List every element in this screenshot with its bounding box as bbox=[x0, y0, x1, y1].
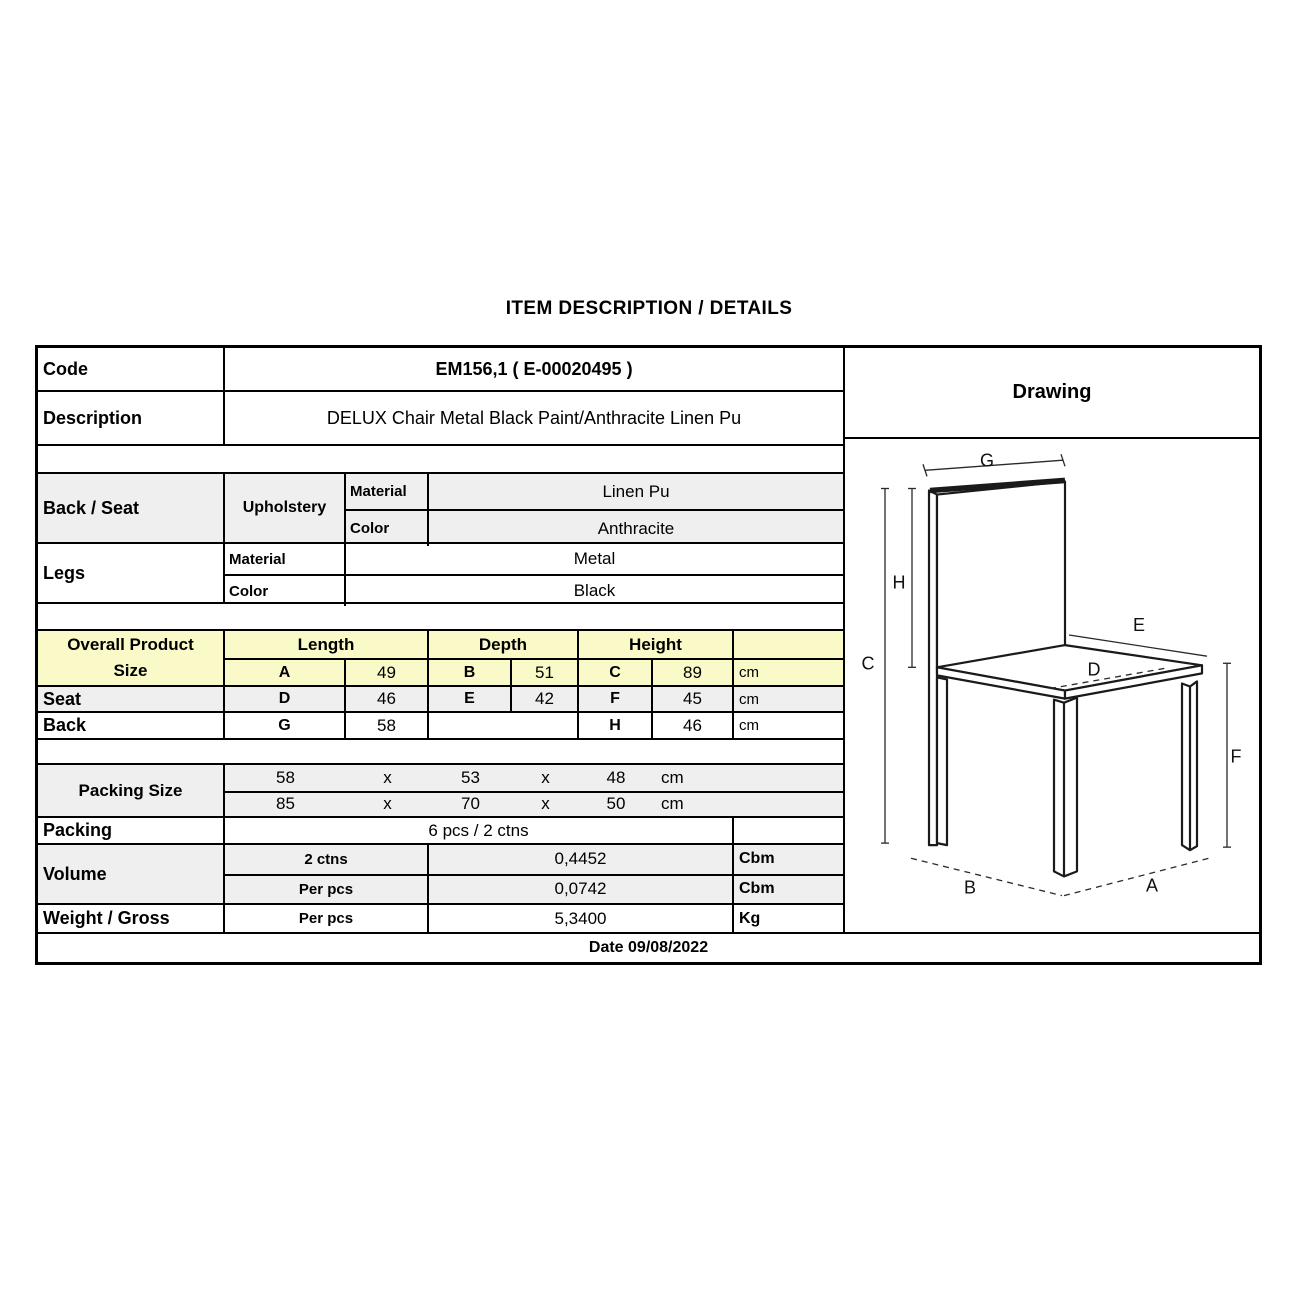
dim-value: 46 bbox=[653, 713, 734, 738]
upholstery-color-label: Color bbox=[346, 511, 429, 546]
spacer-row bbox=[38, 738, 843, 763]
dim-label-G: G bbox=[980, 450, 994, 471]
legs-block bbox=[38, 542, 843, 602]
pack-dim: 85 bbox=[276, 794, 295, 814]
date-row bbox=[38, 932, 1259, 962]
pack-unit: cm bbox=[661, 794, 684, 814]
dim-value: 51 bbox=[512, 660, 579, 685]
description-row bbox=[38, 390, 843, 444]
legs-label: Legs bbox=[38, 544, 225, 602]
pack-unit: cm bbox=[661, 767, 684, 787]
weight-value: 5,3400 bbox=[429, 905, 734, 932]
code-label: Code bbox=[38, 348, 225, 390]
dim-letter: A bbox=[225, 660, 346, 685]
packing-empty-cell bbox=[734, 818, 843, 843]
overall-size-label: Overall Product Size bbox=[38, 631, 223, 685]
volume-sub-label: 2 ctns bbox=[225, 845, 429, 874]
pack-x: x bbox=[541, 794, 550, 814]
dim-value: 42 bbox=[512, 687, 579, 712]
drawing-header: Drawing bbox=[845, 348, 1259, 439]
volume-block bbox=[38, 843, 843, 903]
dim-label-H: H bbox=[892, 572, 906, 593]
depth-header: Depth bbox=[429, 631, 579, 658]
volume-sub-label: Per pcs bbox=[225, 876, 429, 903]
overall-size-table bbox=[38, 629, 843, 738]
description-value: DELUX Chair Metal Black Paint/Anthracite Linen Pu bbox=[326, 407, 742, 428]
legs-color-value: Black bbox=[573, 581, 616, 600]
size-header-row bbox=[225, 631, 843, 658]
dim-label-B: B bbox=[963, 877, 977, 898]
dim-value: 46 bbox=[346, 687, 429, 712]
dim-label-A: A bbox=[1145, 875, 1159, 896]
back-size-row bbox=[225, 711, 843, 738]
code-value: EM156,1 ( E-00020495 ) bbox=[435, 358, 633, 379]
dim-letter: C bbox=[579, 660, 653, 685]
pack-x: x bbox=[541, 767, 550, 787]
volume-unit: Cbm bbox=[739, 850, 775, 868]
spec-table-main bbox=[38, 348, 1259, 932]
page-title: ITEM DESCRIPTION / DETAILS bbox=[505, 298, 793, 319]
dim-line-G bbox=[925, 460, 1063, 470]
packing-size-row bbox=[225, 765, 843, 791]
pack-dim: 53 bbox=[461, 767, 480, 787]
dim-label-D: D bbox=[1087, 659, 1101, 680]
pack-empty bbox=[734, 765, 843, 791]
volume-value: 0,0742 bbox=[429, 876, 734, 903]
legs-material-value: Metal bbox=[573, 549, 616, 568]
dim-label-C: C bbox=[861, 653, 875, 674]
packing-row bbox=[38, 816, 843, 843]
description-label: Description bbox=[38, 392, 225, 444]
upholstery-label: Upholstery bbox=[225, 474, 346, 542]
chair-drawing bbox=[845, 439, 1259, 932]
legs-material-label: Material bbox=[225, 544, 346, 574]
pack-dim: 48 bbox=[606, 767, 626, 787]
weight-sub-label: Per pcs bbox=[225, 905, 429, 932]
weight-unit: Kg bbox=[739, 909, 761, 927]
packing-label: Packing bbox=[38, 818, 225, 843]
volume-value: 0,4452 bbox=[429, 845, 734, 874]
overall-size-row bbox=[225, 658, 843, 685]
empty-depth-cell bbox=[429, 713, 579, 738]
chair-front-leg bbox=[1054, 698, 1077, 877]
pack-x: x bbox=[383, 794, 392, 814]
dim-letter: B bbox=[429, 660, 512, 685]
packing-size-row bbox=[225, 791, 843, 816]
dim-line-A bbox=[1064, 858, 1209, 895]
weight-label: Weight / Gross bbox=[38, 905, 225, 932]
dim-letter: F bbox=[579, 687, 653, 712]
weight-row bbox=[38, 903, 843, 932]
seat-row-label: Seat bbox=[38, 685, 223, 712]
volume-unit: Cbm bbox=[739, 880, 775, 898]
pack-x: x bbox=[383, 767, 392, 787]
volume-row bbox=[225, 874, 843, 903]
dim-value: 89 bbox=[653, 660, 734, 685]
drawing-section bbox=[843, 348, 1259, 932]
unit-cell: cm bbox=[739, 664, 759, 682]
unit-header-cell bbox=[734, 631, 843, 658]
back-seat-block bbox=[38, 472, 843, 542]
volume-label: Volume bbox=[38, 845, 225, 903]
spec-left-section bbox=[38, 348, 843, 932]
legs-color-label: Color bbox=[225, 576, 346, 606]
dim-line-B bbox=[911, 858, 1062, 895]
dim-letter: D bbox=[225, 687, 346, 712]
unit-cell: cm bbox=[739, 690, 759, 708]
dim-letter: H bbox=[579, 713, 653, 738]
chair-left-leg bbox=[937, 677, 947, 845]
dim-letter: G bbox=[225, 713, 346, 738]
back-seat-label: Back / Seat bbox=[38, 474, 225, 542]
spacer-row bbox=[38, 444, 843, 472]
upholstery-color-value: Anthracite bbox=[597, 518, 675, 538]
dim-label-E: E bbox=[1132, 614, 1146, 635]
pack-dim: 58 bbox=[276, 767, 295, 787]
code-row bbox=[38, 348, 843, 390]
date-value: Date 09/08/2022 bbox=[588, 939, 709, 956]
dim-value: 49 bbox=[346, 660, 429, 685]
drawing-area bbox=[845, 439, 1259, 932]
dim-letter: E bbox=[429, 687, 512, 712]
height-header: Height bbox=[579, 631, 734, 658]
back-row-label: Back bbox=[38, 711, 223, 738]
chair-back-panel bbox=[937, 481, 1065, 669]
seat-size-row bbox=[225, 685, 843, 712]
unit-cell: cm bbox=[739, 717, 759, 735]
pack-empty bbox=[734, 793, 843, 816]
spacer-row bbox=[38, 602, 843, 629]
pack-dim: 50 bbox=[606, 794, 626, 814]
pack-dim: 70 bbox=[461, 794, 480, 814]
upholstery-material-label: Material bbox=[346, 474, 429, 509]
chair-back-left-edge bbox=[929, 491, 937, 846]
dim-value: 45 bbox=[653, 687, 734, 712]
packing-size-label: Packing Size bbox=[38, 765, 225, 816]
dim-value: 58 bbox=[346, 713, 429, 738]
spec-table bbox=[35, 345, 1262, 965]
upholstery-material-value: Linen Pu bbox=[602, 481, 670, 501]
dim-label-F: F bbox=[1230, 746, 1242, 767]
packing-size-block bbox=[38, 763, 843, 816]
length-header: Length bbox=[225, 631, 429, 658]
chair-outline bbox=[929, 480, 1202, 876]
volume-row bbox=[225, 845, 843, 874]
packing-value: 6 pcs / 2 ctns bbox=[225, 818, 734, 843]
